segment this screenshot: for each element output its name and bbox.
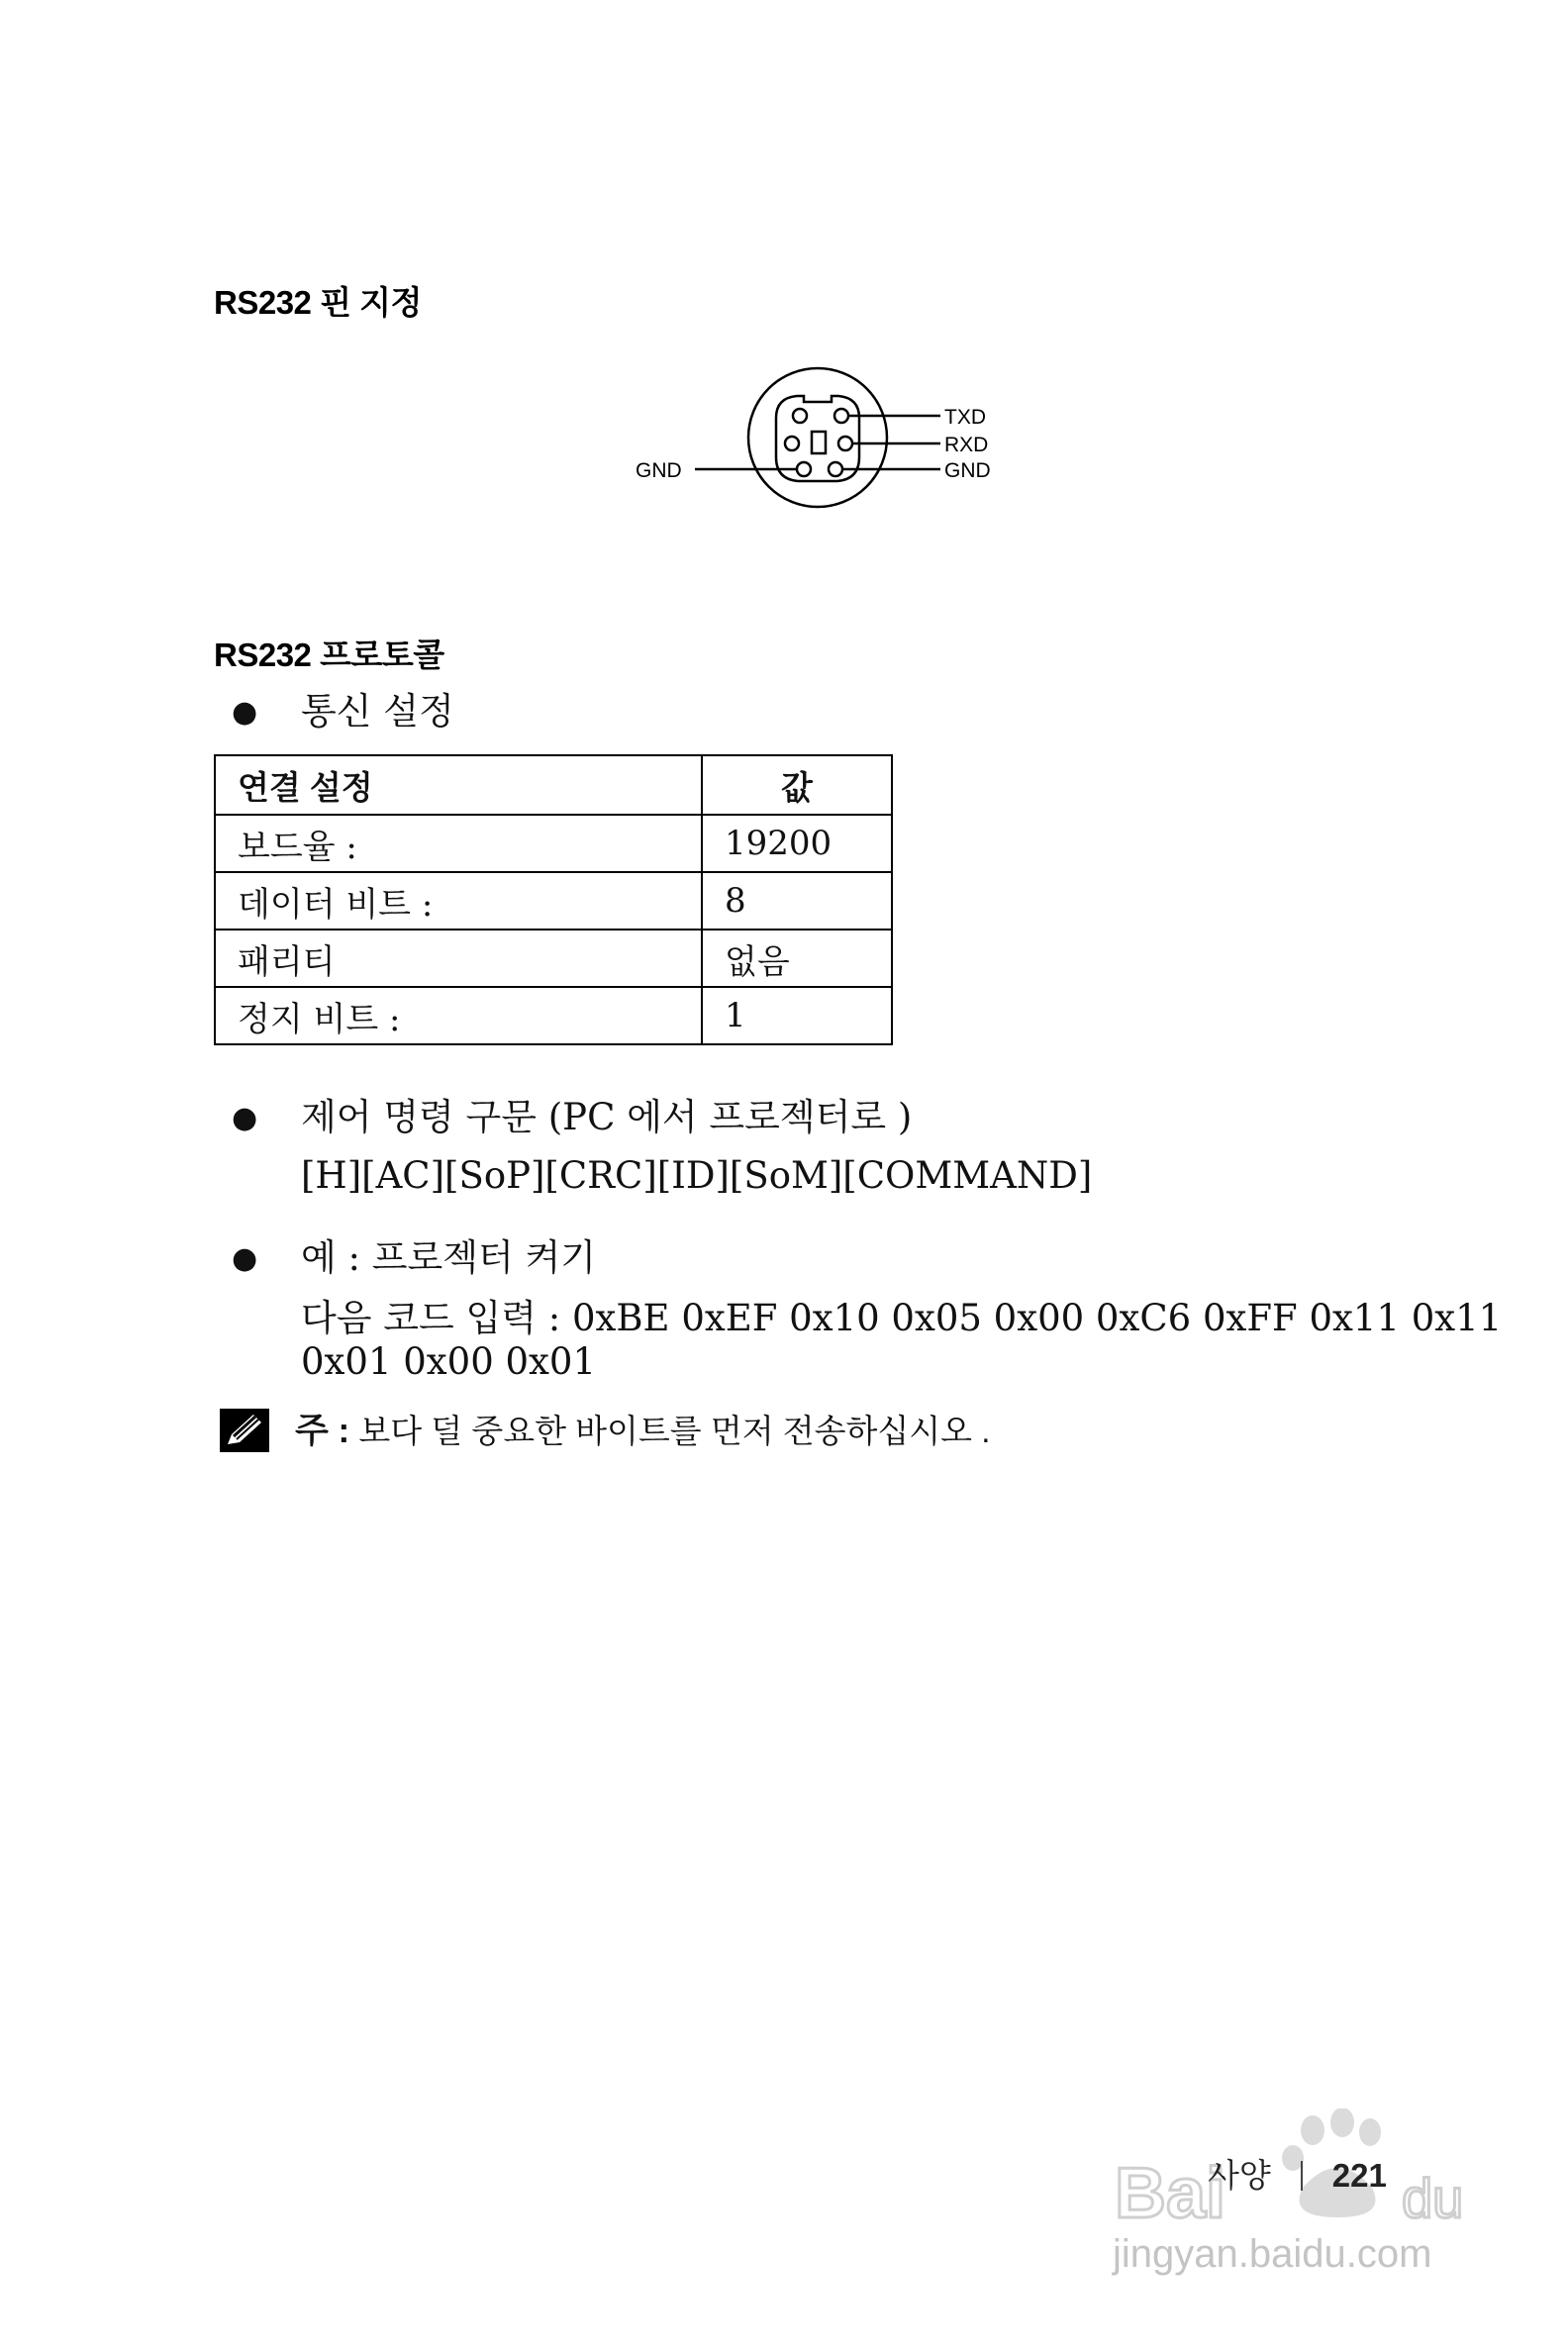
bullet-comm-settings xyxy=(232,689,454,735)
label-gnd-left: GND xyxy=(636,459,682,482)
cell-setting: 데이터 비트 : xyxy=(215,872,702,930)
table-row xyxy=(215,872,892,930)
example-code-line1: 다음 코드 입력 : 0xBE 0xEF 0x10 0x05 0x00 0xC6 0xFF 0x11 0x11 xyxy=(301,1297,1503,1339)
footer-separator xyxy=(1301,2161,1303,2191)
label-txd: TXD xyxy=(944,406,986,429)
bullet-icon: ● xyxy=(232,1241,258,1276)
header-value: 값 xyxy=(702,755,892,815)
cell-value: 19200 xyxy=(702,815,892,872)
svg-text:Bai: Bai xyxy=(1115,2154,1226,2233)
bullet-comm-text: 통신 설정 xyxy=(301,690,454,733)
cell-setting: 보드율 : xyxy=(215,815,702,872)
connection-settings-table xyxy=(214,754,893,1045)
label-rxd: RXD xyxy=(944,434,989,456)
bullet-example xyxy=(232,1235,596,1282)
bullet-example-text: 예 : 프로젝터 켜기 xyxy=(301,1236,596,1279)
note-text: 보다 덜 중요한 바이트를 먼저 전송하십시오 . xyxy=(358,1413,991,1449)
syntax-format: [H][AC][SoP][CRC][ID][SoM][COMMAND] xyxy=(301,1154,1093,1197)
table-header-row xyxy=(215,755,892,815)
svg-text:du: du xyxy=(1402,2167,1464,2229)
cell-value: 8 xyxy=(702,872,892,930)
note xyxy=(220,1404,990,1460)
baidu-watermark xyxy=(1105,2108,1481,2287)
table-row xyxy=(215,815,892,872)
label-gnd-right: GND xyxy=(944,459,991,482)
cell-setting: 정지 비트 : xyxy=(215,987,702,1044)
cell-value: 1 xyxy=(702,987,892,1044)
table-row xyxy=(215,930,892,987)
bullet-icon: ● xyxy=(232,695,258,730)
footer-section: 사양 xyxy=(1208,2157,1271,2194)
note-pencil-icon xyxy=(220,1409,269,1460)
rs232-pin-diagram xyxy=(624,358,1020,517)
protocol-heading: RS232 프로토콜 xyxy=(214,637,444,673)
page-footer xyxy=(1208,2150,1387,2197)
bullet-syntax-text: 제어 명령 구문 (PC 에서 프로젝터로 ) xyxy=(301,1096,913,1138)
bullet-icon: ● xyxy=(232,1101,258,1135)
pin-heading: RS232 핀 지정 xyxy=(214,284,422,321)
page-number: 221 xyxy=(1331,2157,1387,2194)
example-code-line2: 0x01 0x00 0x01 xyxy=(301,1340,596,1383)
cell-setting: 패리티 xyxy=(215,930,702,987)
header-setting: 연결 설정 xyxy=(215,755,702,815)
note-label: 주 : xyxy=(295,1412,350,1450)
bullet-command-syntax xyxy=(232,1095,912,1141)
watermark-url: jingyan.baidu.com xyxy=(1113,2232,1432,2276)
cell-value: 없음 xyxy=(702,930,892,987)
table-row xyxy=(215,987,892,1044)
